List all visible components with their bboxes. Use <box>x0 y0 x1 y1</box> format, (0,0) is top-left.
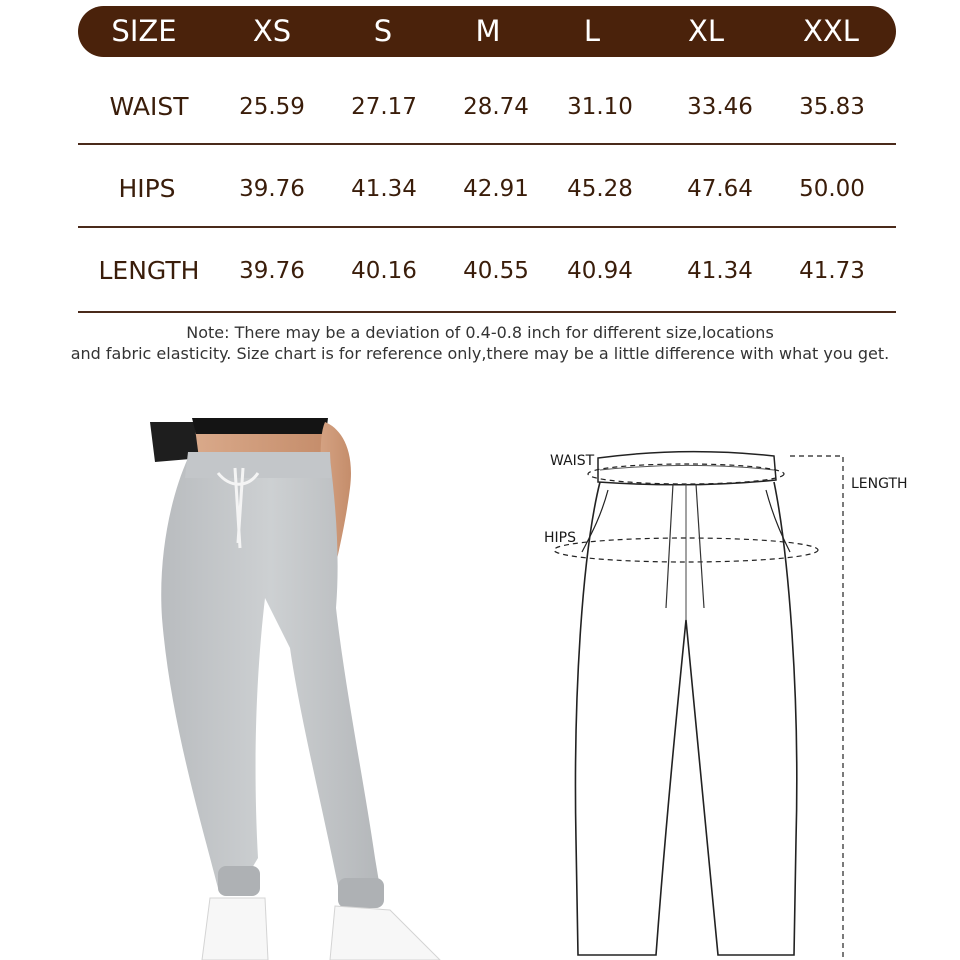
note-line-2: and fabric elasticity. Size chart is for reference only,there may be a little difference with what you get. <box>70 344 890 363</box>
size-xs: XS <box>252 14 292 48</box>
cell-waist-xxl: 35.83 <box>799 94 865 120</box>
diagram-label-waist: WAIST <box>550 453 595 469</box>
size-l: L <box>583 14 601 48</box>
length-measure-line <box>790 456 843 960</box>
cell-hips-xl: 47.64 <box>687 176 753 202</box>
cell-length-xl: 41.34 <box>687 258 753 284</box>
cell-waist-l: 31.10 <box>567 94 633 120</box>
size-xxl: XXL <box>803 14 859 48</box>
note-line-1: Note: There may be a deviation of 0.4-0.8 inch for different size,locations <box>186 323 774 342</box>
cell-hips-s: 41.34 <box>351 176 417 202</box>
table-row-waist <box>78 66 896 148</box>
cell-waist-xs: 25.59 <box>239 94 305 120</box>
cell-waist-s: 27.17 <box>351 94 417 120</box>
cell-waist-m: 28.74 <box>463 94 529 120</box>
cell-hips-l: 45.28 <box>567 176 633 202</box>
cell-hips-m: 42.91 <box>463 176 529 202</box>
diagram-label-length: LENGTH <box>851 476 908 492</box>
cell-waist-xl: 33.46 <box>687 94 753 120</box>
cell-hips-xs: 39.76 <box>239 176 305 202</box>
diagram-label-hips: HIPS <box>544 530 576 546</box>
row-divider <box>78 143 896 145</box>
row-label-hips: HIPS <box>118 174 176 203</box>
cell-length-m: 40.55 <box>463 258 529 284</box>
row-divider <box>78 311 896 313</box>
cell-hips-xxl: 50.00 <box>799 176 865 202</box>
size-s: S <box>373 14 393 48</box>
cell-length-s: 40.16 <box>351 258 417 284</box>
row-label-waist: WAIST <box>109 92 189 121</box>
cell-length-xs: 39.76 <box>239 258 305 284</box>
table-row-hips <box>78 148 896 230</box>
table-row-length <box>78 230 896 312</box>
row-label-length: LENGTH <box>98 256 200 285</box>
row-divider <box>78 226 896 228</box>
size-header-bar <box>78 6 896 57</box>
cell-length-l: 40.94 <box>567 258 633 284</box>
size-m: M <box>475 14 501 48</box>
size-xl: XL <box>687 14 725 48</box>
size-note <box>0 322 960 364</box>
size-header-label: SIZE <box>111 14 177 48</box>
cell-length-xxl: 41.73 <box>799 258 865 284</box>
pants-diagram <box>538 440 938 960</box>
product-photo <box>140 418 480 960</box>
